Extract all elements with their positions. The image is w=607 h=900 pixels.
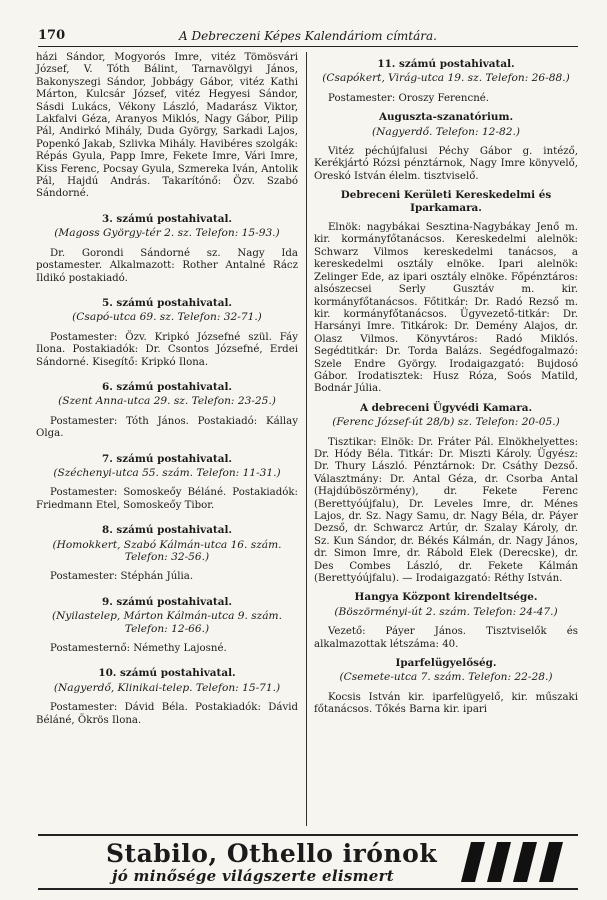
- page-number: 170: [38, 28, 66, 43]
- pencil-bar: [539, 842, 563, 882]
- section-address: (Széchenyi-utca 55. szám. Telefon: 11-31.): [53, 466, 281, 479]
- section-title: Debreceni Kerületi Kereskedelmi és Iparkamara.: [340, 189, 552, 214]
- section-body: Postamesternő: Némethy Lajosné.: [50, 643, 227, 655]
- right-column: [314, 52, 578, 717]
- section-address: (Magoss György-tér 2. sz. Telefon: 15-93.): [54, 227, 280, 240]
- section-body: Vezető: Páyer János. Tisztviselők és alkalmazottak létszáma: 40.: [314, 626, 578, 650]
- advertisement-banner: [38, 834, 578, 890]
- ad-tagline: jó minősége világszerte elismert: [112, 867, 395, 885]
- bar-association: [314, 402, 578, 586]
- section-title: 9. számú postahivatal.: [101, 595, 233, 608]
- section-body: Postamester: Dávid Béla. Postakiadók: Dávid Béláné, Ökrös Ilona.: [36, 702, 298, 726]
- section-body: Postamester: Stéphán Júlia.: [50, 571, 194, 583]
- section-title: A debreceni Ügyvédi Kamara.: [359, 401, 533, 414]
- section-address: (Csapó-utca 69. sz. Telefon: 32-71.): [72, 311, 262, 324]
- hangya-center: [314, 591, 578, 651]
- column-divider: [306, 52, 307, 826]
- section-body: Postamester: Özv. Kripkó Józsefné szül. Fáy Ilona. Postakiadók: Dr. Csontos Józsefné, Erdei Sándorné. Kisegítő: Kripkó Ilona.: [36, 331, 298, 368]
- post-office-5: [36, 297, 298, 369]
- page-header: [38, 28, 578, 47]
- section-address: (Homokkert, Szabó Kálmán-utca 16. szám. Telefon: 32-56.): [52, 538, 282, 563]
- pencil-bar: [487, 842, 511, 882]
- auguszta-sanatorium: [314, 111, 578, 183]
- section-title: 11. számú postahivatal.: [377, 58, 515, 70]
- section-body: Postamester: Tóth János. Postakiadó: Kállay Olga.: [36, 415, 298, 440]
- section-body: Tisztikar: Elnök: Dr. Fráter Pál. Elnökhelyettes: Dr. Hódy Béla. Titkár: Dr. Miszti Károly. Ügyész: Dr. Thury László. Pénztárnok: Dr. Csáthy Dezső. Választmány: Dr. Antal Géza, dr. Csorba Antal (Hajdúböszörmény), dr. Fekete Ferenc (Berettyóújfalu), Dr. Leveles Imre, dr. Ménes Lajos, dr. Sz. Nagy Samu, dr. Nagy Béla, dr. Páyer Dezső, dr. Schwarcz Artúr, dr. Szalay Károly, dr. Sz. Kun Sándor, dr. Békés Kálmán, dr. Nagy János, dr. Simon Imre, dr. Rábold Elek (Derecske), dr. Des Combes László, dr. Fekete Kálmán (Berettyóújfalu). — Irodaigazgató: Réthy István.: [314, 436, 578, 585]
- section-address: (Csemete-utca 7. szám. Telefon: 22-28.): [339, 671, 553, 684]
- left-column: [36, 52, 298, 727]
- section-address: (Csapókert, Virág-utca 19. sz. Telefon: 26-88.): [322, 72, 570, 85]
- section-body: Postamester: Oroszy Ferencné.: [328, 92, 490, 104]
- section-address: (Nagyerdő. Telefon: 12-82.): [372, 125, 520, 138]
- section-title: 6. számú postahivatal.: [101, 380, 233, 393]
- section-address: (Nyilastelep, Márton Kálmán-utca 9. szám. Telefon: 12-66.): [52, 610, 282, 635]
- section-title: Auguszta-szanatórium.: [378, 111, 514, 124]
- section-body: Vitéz péchújfalusi Péchy Gábor g. intéző, Kerékjártó Rózsi pénztárnok, Nagy Imre könyvelő, Oreskó István élelm. tisztviselő.: [314, 146, 578, 182]
- industrial-inspectorate: [314, 657, 578, 717]
- section-title: Iparfelügyelőség.: [395, 657, 497, 670]
- section-address: (Nagyerdő, Klinikai-telep. Telefon: 15-71.): [53, 681, 281, 694]
- post-office-7: [36, 453, 298, 513]
- pencil-bars-graphic: [458, 842, 568, 882]
- section-body: Postamester: Somoskeőy Béláné. Postakiadók: Friedmann Etel, Somoskeőy Tibor.: [36, 487, 298, 511]
- post-office-10: [36, 667, 298, 727]
- section-address: (Ferenc József-út 28/b) sz. Telefon: 20-05.): [332, 416, 560, 429]
- section-title: 8. számú postahivatal.: [101, 524, 233, 537]
- section-title: 5. számú postahivatal.: [101, 296, 233, 309]
- post-office-6: [36, 381, 298, 441]
- post-office-9: [36, 596, 298, 656]
- post-office-8: [36, 524, 298, 584]
- section-title: 10. számú postahivatal.: [98, 667, 236, 680]
- section-title: 7. számú postahivatal.: [101, 452, 233, 465]
- post-office-11: [314, 58, 578, 105]
- running-title: A Debreczeni Képes Kalendáriom címtára.: [179, 29, 437, 43]
- chamber-of-commerce: [314, 189, 578, 396]
- ad-headline: Stabilo, Othello irónok: [106, 839, 438, 868]
- section-body: Elnök: nagybákai Sesztina-Nagybákay Jenő m. kir. kormányfőtanácsos. Kereskedelmi alelnök: Schwarz Vilmos kereskedelmi tanácsos, a kereskedelmi osztály elnöke. Ipari alelnök: Zelinger Ede, az ipari osztály elnöke. Főpénztáros: alsószecsei Serly Gusztáv m. kir. kormányfőtanácsos. Főtitkár: Dr. Radó Rezső m. kir. kormányfőtanácsos. Ügyvezető-titkár: Dr. Harsányi Imre. Titkárok: Dr. Demény Alajos, dr. Olasz Vilmos. Könyvtáros: Radó Miklós. Segédtitkár: Dr. Torda Balázs. Segédfogalmazó: Szele Endre György. Irodaigazgató: Bujdosó Gábor. Irodatisztek: Husz Róza, Soós Matild, Bodnár Júlia.: [314, 222, 578, 395]
- pencil-bar: [461, 842, 485, 882]
- section-body: Kocsis István kir. iparfelügyelő, kir. műszaki főtanácsos. Tőkés Barna kir. ipari: [314, 691, 578, 716]
- section-address: (Szent Anna-utca 29. sz. Telefon: 23-25.): [58, 395, 276, 408]
- staff-list-paragraph: házi Sándor, Mogyorós Imre, vitéz Tömösvári József, V. Tóth Bálint, Tarnavölgyi János, Bakonyszegi Sándor, Jobbágy Gábor, vitéz Kathi Márton, Kulcsár József, vitéz Hegyesi Sándor, Sásdi Lukács, Vékony László, Madarász Viktor, Lakfalvi Géza, Aranyos Miklós, Nagy Gábor, Pilip Pál, Andirkó Mihály, Duda György, Sarkadi Lajos, Popenkó Jakab, Szlivka Mihály. Havibéres szolgák: Répás Gyula, Papp Imre, Fekete Imre, Vári Imre, Kiss Ferenc, Pocsay Gyula, Szmereka Iván, Antolik Pál, Hajdú András. Takarítónő: Özv. Szabó Sándorné.: [36, 52, 298, 200]
- section-body: Dr. Gorondi Sándorné sz. Nagy Ida postamester. Alkalmazott: Rother Antalné Rácz Ildikó postakiadó.: [36, 247, 298, 284]
- pencil-bar: [513, 842, 537, 882]
- section-address: (Böszörményi-út 2. szám. Telefon: 24-47.): [334, 605, 558, 618]
- section-title: Hangya Központ kirendeltsége.: [354, 591, 538, 604]
- post-office-3: [36, 213, 298, 285]
- section-title: 3. számú postahivatal.: [101, 212, 233, 225]
